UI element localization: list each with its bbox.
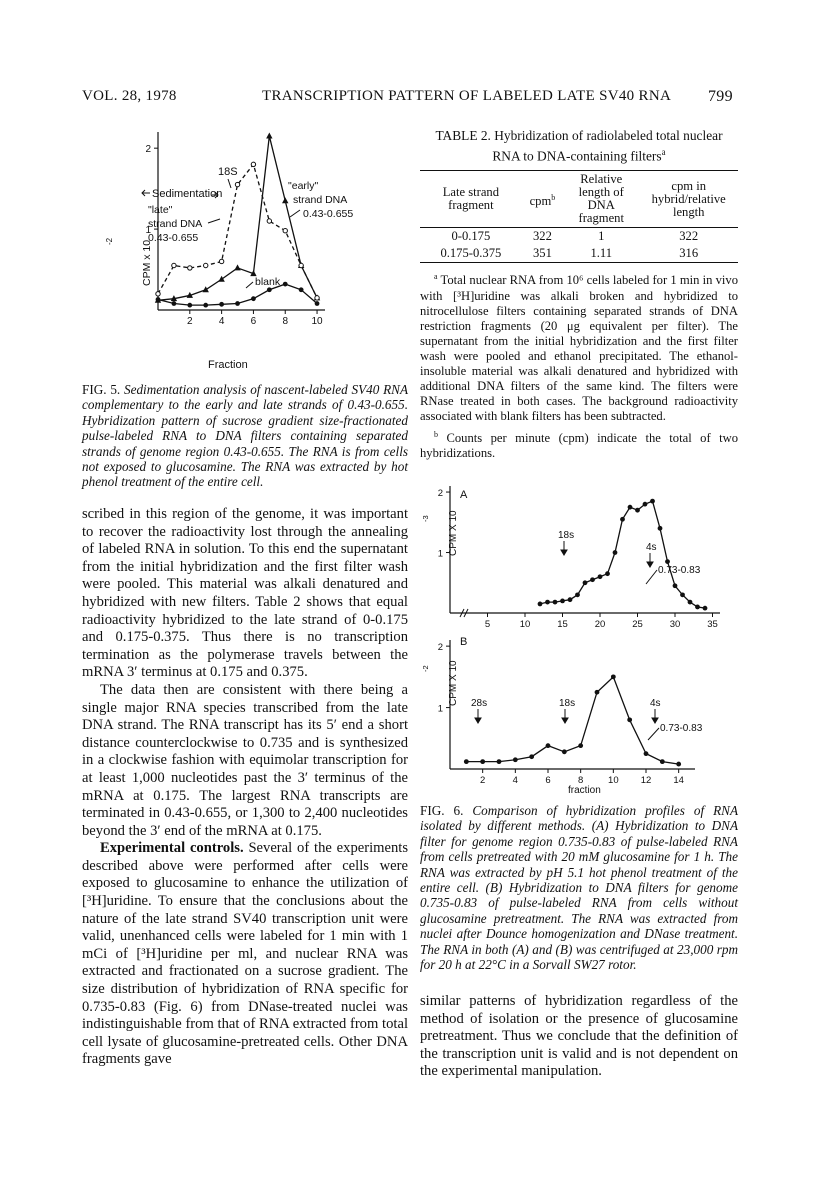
left-paragraph-1: scribed in this region of the genome, it was important to recover the radioactivity lost through the annealing of labeled RNA in solution. To this end the supernatant from the initial hybridization and the first filter wash were pooled. This material was alkali denatured and hybridized with new filters. Table 2 shows that equal radioactivity hybridized to the late strand of 0-0.175 and 0.175-0.375. Thus there is no transcription termination as the polymerase travels between the mRNA 3′ terminus at 0.175 and 0.375. [82, 506, 408, 681]
fig5-point [188, 266, 192, 270]
fig5-annot-sedimentation: Sedimentation [152, 188, 223, 200]
fig6a-marker-4s: 4s [646, 542, 657, 553]
fig6a-point [650, 499, 655, 504]
fig6b-x-tick-label: 10 [608, 775, 619, 786]
fig6-panel-a-label: A [460, 489, 468, 501]
fig6b-point [611, 674, 616, 679]
fig6b-point [546, 743, 551, 748]
fig5-point [251, 162, 255, 166]
fig5-labels [105, 166, 353, 371]
fig5-x-tick-label: 2 [187, 316, 193, 327]
fig6-panel-b-label: B [460, 636, 468, 648]
fig6a-point [665, 559, 670, 564]
fig5-annot-late2: strand DNA [148, 218, 203, 230]
fig6b-x-tick-label: 14 [673, 775, 684, 786]
fig6b-point [644, 751, 649, 756]
running-title: TRANSCRIPTION PATTERN OF LABELED LATE SV40 RNA [262, 88, 672, 104]
table-2-footnotes [420, 269, 738, 460]
fig6b-axes [438, 640, 695, 786]
fig6a-axes [438, 486, 720, 630]
fig5-caption-text: Sedimentation analysis of nascent-labeled SV40 RNA complementary to the early and late strands of 0.43-0.655. Hybridization pattern of sucrose gradient size-fractionated pulse-labeled RNA to DNA filters containing separated strands of genome region 0.43-0.655. The RNA is from cells not exposed to glucosamine. The RNA was extracted by hot phenol treatment of the entire cell. [82, 382, 409, 490]
fig5-point [218, 276, 224, 282]
fig6b-point [513, 757, 518, 762]
fig5-x-tick-label: 8 [282, 316, 289, 327]
table-cell: 316 [679, 246, 699, 261]
fig6a-x-tick-label: 25 [632, 619, 643, 630]
fig6a-y-tick-label: 2 [437, 488, 443, 500]
fig6-x-axis-label: fraction [568, 785, 601, 796]
fig6b-point [464, 759, 469, 764]
fig5-y-axis-exp: -2 [105, 237, 114, 245]
fig5-point [187, 303, 192, 308]
table-row [420, 245, 738, 263]
fig6b-point [480, 759, 485, 764]
fig6a-series [538, 499, 708, 611]
table-2-footnote-b: $^b$ Counts per minute (cpm) indicate the total of two hybridizations. [420, 429, 738, 460]
fig6b-series-label: 0.73-0.83 [660, 723, 703, 734]
fig6b-point [562, 749, 567, 754]
left-column-text [82, 506, 408, 1069]
table-cell: 1.11 [590, 246, 613, 261]
fig5-point [283, 229, 287, 233]
fig6b-series-line-0 [466, 677, 678, 764]
fig6b-y-tick-label: 1 [437, 703, 443, 715]
fig6b-marker-18s: 18s [559, 698, 576, 709]
fig5-y-tick-label: 1 [145, 225, 151, 237]
fig6b-y-axis-exp: -2 [421, 665, 430, 672]
fig5-annot-blank: blank [255, 276, 281, 288]
fig6b-x-tick-label: 12 [640, 775, 652, 786]
table-cell: 322 [532, 229, 552, 244]
table-2-footnote-a: $^a$ Total nuclear RNA from 10⁶ cells labeled for 1 min in vivo with [³H]uridine was alkali broken and hybridized to nitrocellulose filters containing separated strands of DNA restriction fragments (20 μg equivalent per filter). The supernatant from the initial hybridization and the first filter wash were pooled and ethanol precipitated. The ethanol-insoluble material was alkali denatured and hybridized with additional DNA filters of the same kind. The filters were RNase treated in both cases. The background radioactivity associated with blank filters has been subtracted. [420, 272, 738, 423]
figure-6-caption [420, 803, 738, 972]
fig5-x-axis-label: Fraction [208, 359, 248, 371]
table-2-title-sup: a [661, 147, 666, 157]
fig6a-point [568, 597, 573, 602]
fig5-annot-early2: strand DNA [293, 194, 348, 206]
table-cell: 0.175-0.375 [440, 246, 502, 261]
fig6a-point [620, 517, 625, 522]
fig5-x-tick-label: 6 [250, 316, 257, 327]
fig6b-series [464, 674, 681, 766]
right-column-text [420, 993, 738, 1081]
table-2-title [420, 128, 738, 164]
fig5-caption-label: FIG. 5. [82, 382, 121, 397]
fig6a-y-axis-label: CPM X 10 [448, 510, 459, 556]
table-cell: 322 [679, 229, 699, 244]
fig5-point [204, 263, 208, 267]
figure-6-chart [420, 480, 738, 798]
fig5-annot-early3: 0.43-0.655 [303, 208, 354, 220]
table-2-grid [420, 170, 738, 263]
fig6b-marker-4s: 4s [650, 698, 661, 709]
col-header-cpm: cpm$^b$ [529, 192, 556, 209]
fig5-point [172, 301, 177, 306]
fig5-point [299, 287, 304, 292]
fig6a-point [583, 580, 588, 585]
fig6a-x-tick-label: 35 [707, 619, 718, 630]
col-header-relative-length: Relative length of DNA fragment [578, 172, 624, 226]
fig6a-point [703, 606, 708, 611]
fig5-annot-late3: 0.43-0.655 [148, 232, 199, 244]
fig6a-y-axis-exp: -3 [421, 515, 430, 522]
fig5-point [235, 182, 239, 186]
fig6a-point [688, 600, 693, 605]
fig5-point [219, 302, 224, 307]
fig5-annot-early1: "early" [288, 180, 319, 192]
fig6a-point [628, 505, 633, 510]
fig6-labels [421, 489, 703, 796]
fig5-y-tick-label: 2 [145, 144, 151, 156]
fig5-point [234, 264, 240, 270]
fig5-point [203, 286, 209, 292]
left-paragraph-3-text: Several of the experiments described above were performed after cells were exposed to glucosamine to enhance the utilization of [³H]uridine. To ensure that the conclusions about the nature of the late strand SV40 transcription unit were valid, unenhanced cells were labeled for 1 min with 1 mCi of [³H]uridine per ml, and nuclear RNA was extracted and fractionated on a sucrose gradient. The size distribution of hybridization of RNA specific for 0.735-0.83 (Fig. 6) from DNase-treated nuclei was indistinguishable from that of RNA extracted from total cell lysate of glucosamine-pretreated cells. Other DNA fragments gave [82, 840, 408, 1068]
fig6a-point [575, 592, 580, 597]
fig5-point [172, 263, 176, 267]
fig5-point [156, 292, 160, 296]
col-header-fragment: Late strand fragment [442, 185, 500, 213]
fig5-point [299, 263, 303, 267]
page-number: 799 [708, 88, 733, 105]
fig6a-point [598, 574, 603, 579]
fig6b-point [529, 754, 534, 759]
fig6a-point [635, 508, 640, 513]
fig6b-point [578, 743, 583, 748]
fig6a-point [613, 550, 618, 555]
fig6a-point [658, 526, 663, 531]
fig6a-series-label: 0.73-0.83 [658, 565, 701, 576]
col-header-cpm-per-length: cpm in hybrid/relative length [651, 178, 726, 219]
table-row [420, 228, 738, 246]
fig5-annot-late1: "late" [148, 204, 173, 216]
fig5-point [267, 287, 272, 292]
fig6-caption-label: FIG. 6. [420, 803, 464, 818]
fig6a-point [680, 592, 685, 597]
fig6a-point [643, 502, 648, 507]
fig5-y-axis-label: CPM x 10 [141, 239, 153, 286]
table-cell: 1 [598, 229, 605, 244]
fig6b-x-tick-label: 2 [480, 775, 486, 786]
fig5-point [266, 133, 272, 139]
fig5-point [315, 296, 319, 300]
fig6a-x-tick-label: 20 [594, 619, 606, 630]
experimental-controls-heading: Experimental controls. [100, 840, 244, 857]
fig5-point [235, 301, 240, 306]
fig6a-point [695, 605, 700, 610]
left-paragraph-3 [82, 840, 408, 1069]
fig6a-point [538, 602, 543, 607]
fig6b-point [676, 762, 681, 767]
fig6b-x-tick-label: 4 [512, 775, 518, 786]
fig5-point [315, 301, 320, 306]
fig6a-point [553, 600, 558, 605]
fig5-x-tick-label: 10 [311, 316, 323, 327]
left-paragraph-2: The data then are consistent with there being a single major RNA species transcribed from the late DNA strand. The RNA transcript has its 5′ end a short distance counterclockwise to 0.735 and is synthesized in a clockwise fashion with equimolar transcription for at least 1,000 nucleotides past the 3′ terminus of the mRNA at 0.175. The largest RNA transcripts are terminated in 0.43-0.655, or 1,300 to 2,400 nucleotides beyond the 3′ end of the mRNA at 0.175. [82, 681, 408, 839]
fig6b-point [595, 690, 600, 695]
fig6a-point [673, 583, 678, 588]
fig6a-x-tick-label: 5 [484, 619, 491, 630]
fig5-point [267, 219, 271, 223]
fig5-point [203, 303, 208, 308]
fig5-point [156, 297, 161, 302]
fig6b-point [660, 759, 665, 764]
fig6a-point [545, 600, 550, 605]
fig6a-point [560, 599, 565, 604]
fig6b-marker-28s: 28s [471, 698, 488, 709]
figure-5-chart [100, 120, 390, 375]
table-cell: 351 [532, 246, 552, 261]
fig6-marker-arrows [475, 541, 659, 740]
fig6b-point [497, 759, 502, 764]
fig5-point [219, 259, 223, 263]
table-2-title-text: TABLE 2. Hybridization of radiolabeled total nuclear RNA to DNA-containing filters [435, 128, 723, 164]
volume-header: VOL. 28, 1978 [82, 88, 177, 104]
fig5-point [282, 197, 288, 203]
fig6a-x-tick-label: 10 [519, 619, 531, 630]
fig6b-point [627, 717, 632, 722]
fig5-point [283, 282, 288, 287]
fig6b-x-tick-label: 6 [545, 775, 551, 786]
fig6b-x-tick-label: 8 [578, 775, 584, 786]
fig6a-y-tick-label: 1 [437, 548, 443, 560]
fig6a-point [605, 571, 610, 576]
fig6-caption-text: Comparison of hybridization profiles of RNA isolated by different methods. (A) Hybridization to DNA filter for genome region 0.735-0.83 of pulse-labeled RNA from cells pretreated with 20 mM glucosamine for 1 h. The RNA was extracted by pH 5.1 hot phenol treatment of the entire cell. (B) Hybridization to DNA filters for genome 0.735-0.83 of pulse-labeled RNA from cells without glucosamine pretreatment. The RNA was extracted from nuclei after Dounce homogenization and DNase treatment. The RNA in both (A) and (B) was centrifuged at 23,000 rpm for 20 h at 22°C in a Sorvall SW27 rotor. [420, 803, 738, 973]
fig6a-marker-18s: 18s [558, 530, 575, 541]
fig6b-y-tick-label: 2 [437, 642, 443, 654]
right-paragraph-1: similar patterns of hybridization regardless of the method of isolation or the presence of glucosamine pretreatment. Thus we conclude that the definition of the transcription unit is valid and is not dependent on the experimental manipulation. [420, 993, 738, 1080]
table-2 [420, 128, 738, 464]
fig6b-y-axis-label: CPM X 10 [448, 660, 459, 706]
fig5-point [251, 296, 256, 301]
fig6a-x-tick-label: 30 [669, 619, 681, 630]
figure-5-caption [82, 382, 408, 490]
table-cell: 0-0.175 [451, 229, 491, 244]
fig5-x-tick-label: 4 [218, 316, 225, 327]
fig6a-x-tick-label: 15 [557, 619, 568, 630]
fig5-annot-18s: 18S [218, 166, 238, 178]
fig6a-point [590, 577, 595, 582]
